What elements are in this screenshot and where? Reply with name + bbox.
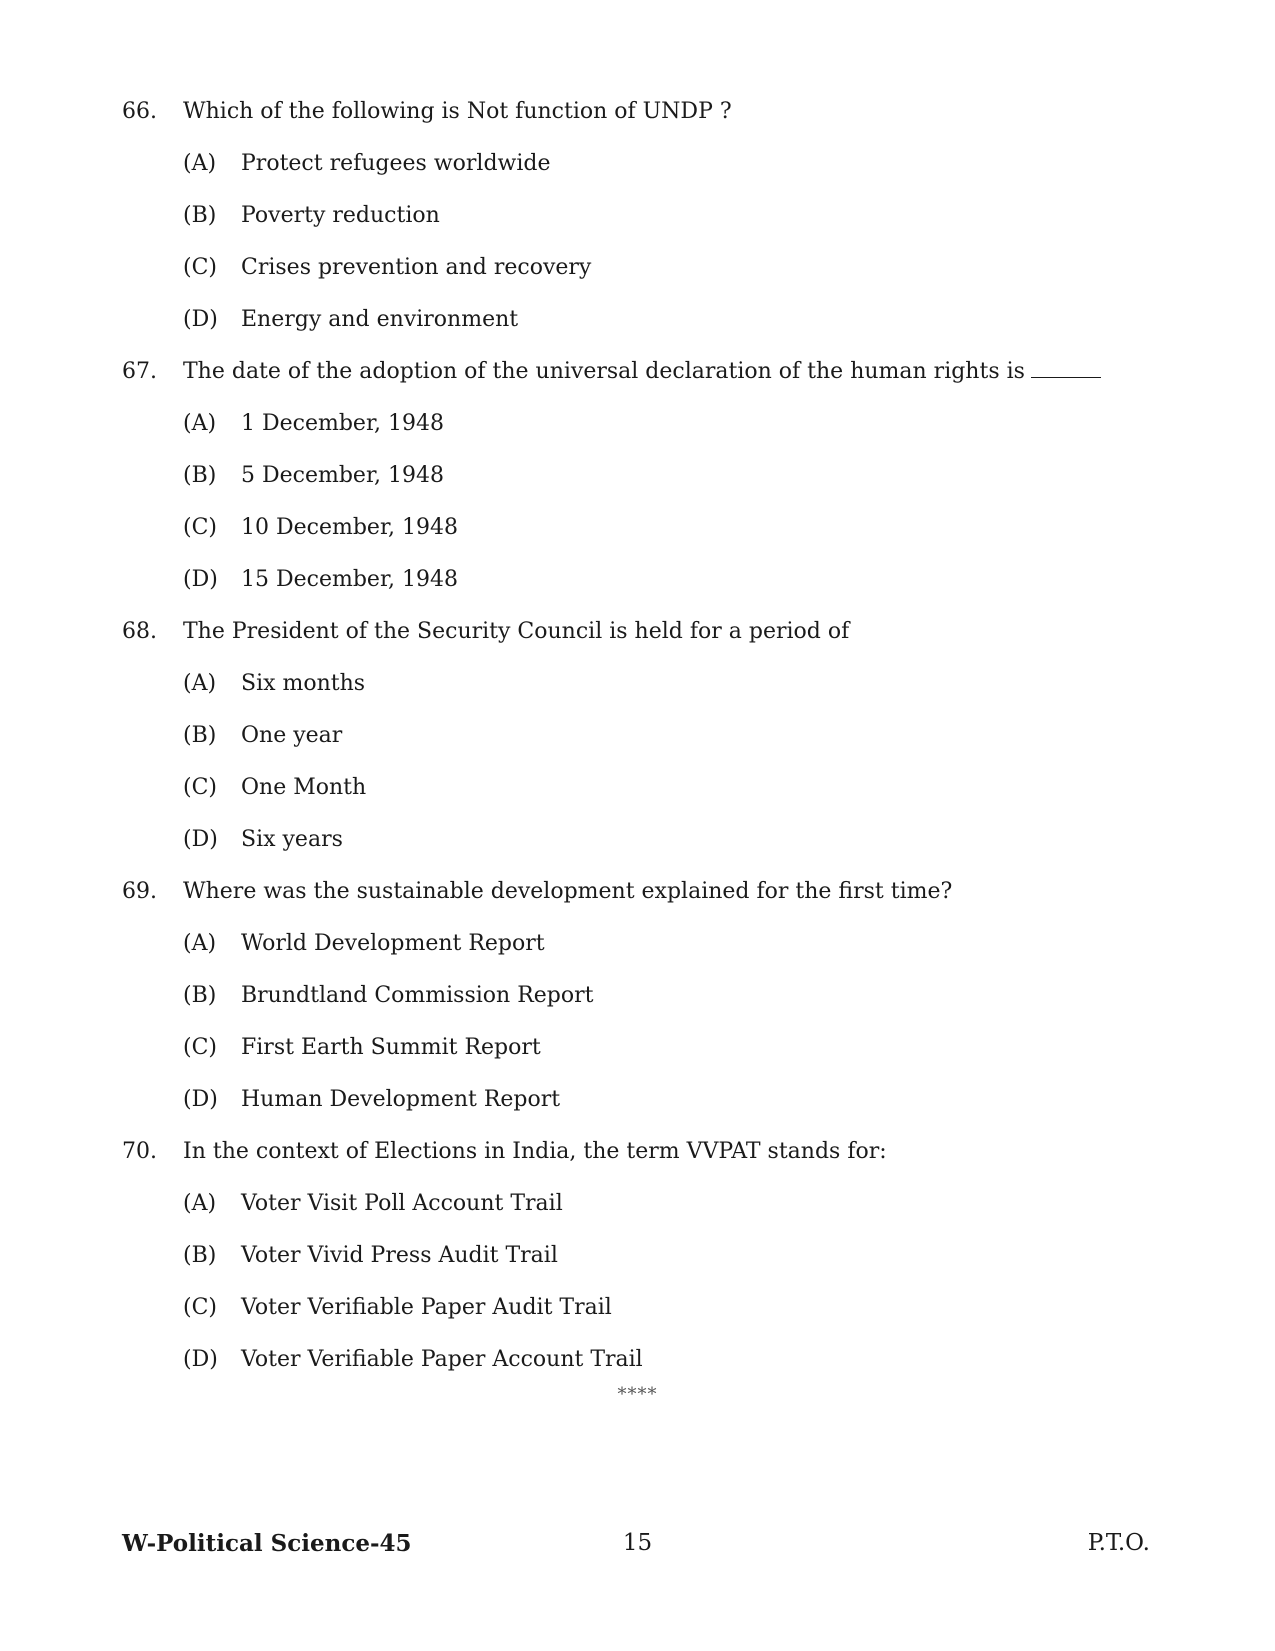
option-text: One Month [241,775,367,800]
option-c [0,248,1275,300]
option-letter: (C) [183,1035,217,1060]
option-letter: (C) [183,515,217,540]
option-text: Crises prevention and recovery [241,255,592,280]
question-number: 67. [122,359,157,384]
option-text: Poverty reduction [241,203,440,228]
question-text: The President of the Security Council is held for a period of [183,619,850,644]
question-text: In the context of Elections in India, the term VVPAT stands for: [183,1139,887,1164]
option-c [0,768,1275,820]
option-text: 10 December, 1948 [241,515,459,540]
option-letter: (B) [183,1243,217,1268]
question-stem [0,352,1275,404]
option-a [0,664,1275,716]
option-b [0,716,1275,768]
option-text: Voter Verifiable Paper Audit Trail [241,1295,612,1320]
answer-blank [1031,355,1101,378]
option-letter: (D) [183,567,218,592]
option-text: World Development Report [241,931,545,956]
option-text: Brundtland Commission Report [241,983,594,1008]
question-68 [0,612,1275,872]
question-stem [0,92,1275,144]
question-stem [0,1132,1275,1184]
footer-paper-code: W-Political Science-45 [122,1530,412,1557]
option-c [0,508,1275,560]
option-letter: (A) [183,931,217,956]
option-text: One year [241,723,343,748]
question-number: 66. [122,99,157,124]
option-text: 5 December, 1948 [241,463,445,488]
option-letter: (A) [183,151,217,176]
option-d [0,820,1275,872]
option-text: Energy and environment [241,307,519,332]
option-d [0,300,1275,352]
question-67 [0,352,1275,612]
option-text: Protect refugees worldwide [241,151,551,176]
option-letter: (D) [183,307,218,332]
question-text-wrapper [183,352,1101,392]
option-letter: (B) [183,463,217,488]
option-letter: (C) [183,1295,217,1320]
question-stem [0,872,1275,924]
option-a [0,1184,1275,1236]
question-70 [0,1132,1275,1392]
option-letter: (A) [183,671,217,696]
question-number: 70. [122,1139,157,1164]
option-letter: (B) [183,983,217,1008]
end-of-section-mark: **** [617,1384,658,1405]
option-text: Six months [241,671,366,696]
option-letter: (B) [183,203,217,228]
option-a [0,404,1275,456]
question-69 [0,872,1275,1132]
option-text: First Earth Summit Report [241,1035,541,1060]
question-text: Which of the following is Not function of UNDP ? [183,99,732,124]
question-text: Where was the sustainable development explained for the first time? [183,879,953,904]
option-letter: (D) [183,1087,218,1112]
option-text: 15 December, 1948 [241,567,459,592]
option-b [0,196,1275,248]
option-d [0,1080,1275,1132]
question-number: 68. [122,619,157,644]
option-text: Human Development Report [241,1087,561,1112]
option-letter: (D) [183,827,218,852]
option-b [0,976,1275,1028]
option-d [0,560,1275,612]
footer-pto: P.T.O. [1087,1530,1150,1556]
question-text: The date of the adoption of the universal declaration of the human rights is [183,359,1025,384]
option-letter: (A) [183,411,217,436]
option-c [0,1028,1275,1080]
option-c [0,1288,1275,1340]
question-list [0,92,1275,1392]
option-text: Voter Vivid Press Audit Trail [241,1243,558,1268]
option-letter: (C) [183,255,217,280]
question-stem [0,612,1275,664]
option-a [0,924,1275,976]
option-letter: (B) [183,723,217,748]
option-letter: (C) [183,775,217,800]
option-letter: (D) [183,1347,218,1372]
option-letter: (A) [183,1191,217,1216]
footer-page-number: 15 [622,1530,653,1556]
option-text: 1 December, 1948 [241,411,445,436]
option-b [0,1236,1275,1288]
question-number: 69. [122,879,157,904]
option-text: Six years [241,827,343,852]
option-text: Voter Visit Poll Account Trail [241,1191,563,1216]
option-a [0,144,1275,196]
question-66 [0,92,1275,352]
option-b [0,456,1275,508]
option-text: Voter Verifiable Paper Account Trail [241,1347,643,1372]
